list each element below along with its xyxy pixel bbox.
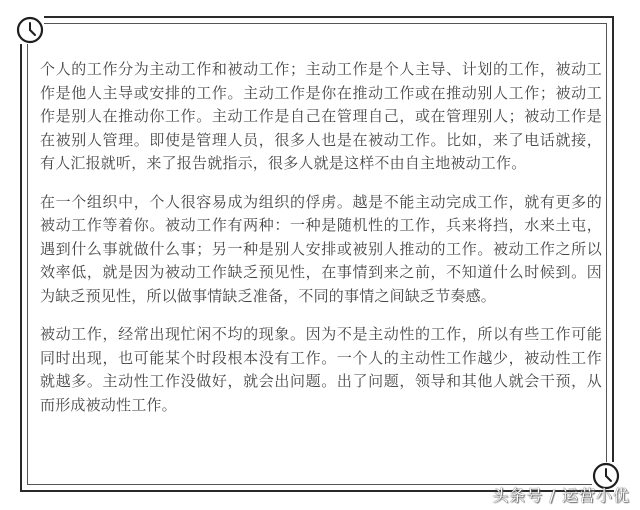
watermark-text: 头条号 / 运营小优 <box>492 486 630 505</box>
paragraph: 个人的工作分为主动工作和被动工作；主动工作是个人主导、计划的工作，被动工作是他人主导或安排的工作。主动工作是你在推动工作或在推动别人工作；被动工作是别人在推动你工作。主动工作是自己在管理自己，或在管理别人；被动工作是在被别人管理。即使是管理人员，很多人也是在被动工作。比如，来了电话就接，有人汇报就听，来了报告就指示，很多人就是这样不由自主地被动工作。 <box>40 60 602 172</box>
clock-icon <box>16 16 44 44</box>
paragraph: 在一个组织中，个人很容易成为组织的俘虏。越是不能主动完成工作，就有更多的被动工作等着你。被动工作有两种：一种是随机性的工作，兵来将挡，水来土屯，遇到什么事就做什么事；另一种是别人安排或被别人推动的工作。被动工作之所以效率低，就是因为被动工作缺乏预见性，在事情到来之前，不知道什么时候到。因为缺乏预见性，所以做事情缺乏准备，不同的事情之间缺乏节奏感。 <box>40 192 602 305</box>
article-body <box>40 58 602 432</box>
paragraph: 被动工作，经常出现忙闲不均的现象。因为不是主动性的工作，所以有些工作可能同时出现，也可能某个时段根本没有工作。一个人的主动性工作越少，被动性工作就越多。主动性工作没做好，就会出问题。出了问题，领导和其他人就会干预，从而形成被动性工作。 <box>40 325 602 414</box>
